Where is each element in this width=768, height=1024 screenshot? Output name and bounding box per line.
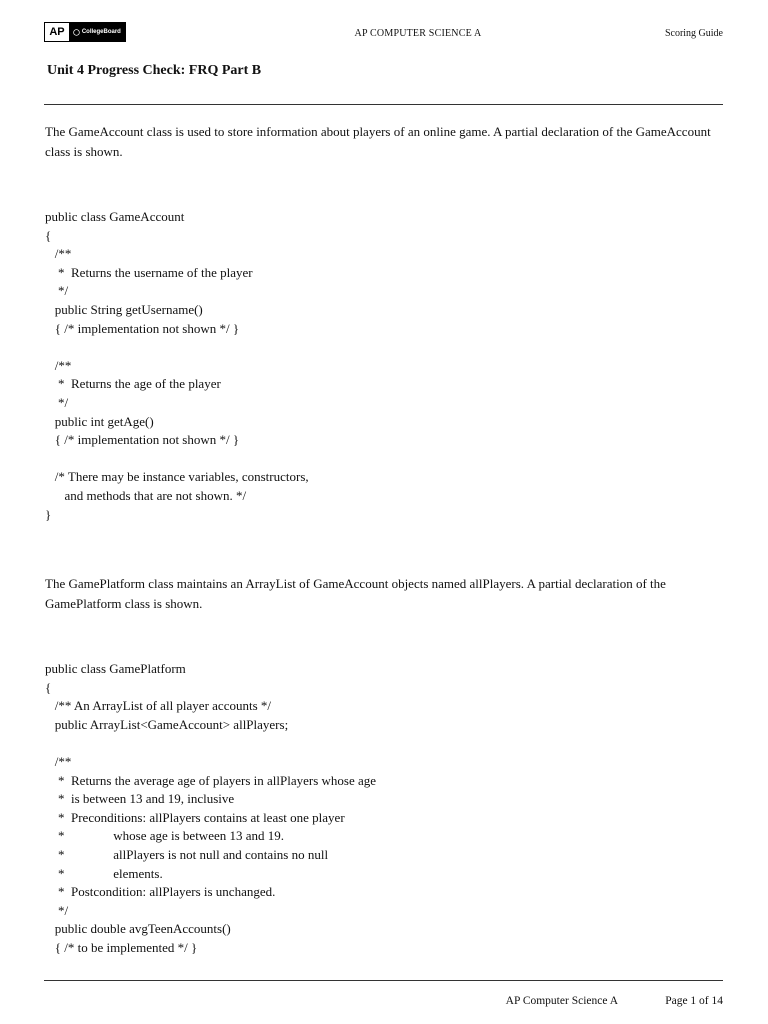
header-divider [44, 104, 723, 105]
ap-logo-text: AP [45, 23, 69, 41]
code-block-game-account: public class GameAccount { /** * Returns the username of the player */ public String getUsername() { /* implementation not shown */ } /** * Returns the age of the player */ public int getAge() { /* implementation not shown */ } /* There may be instance variables, constructors, and methods that are not shown. */ } [45, 209, 309, 522]
collegeboard-logo-text: CollegeBoard [81, 29, 121, 35]
header-course-title: AP COMPUTER SCIENCE A [354, 28, 482, 39]
footer-course-name: AP Computer Science A [505, 995, 618, 1007]
page-title: Unit 4 Progress Check: FRQ Part B [47, 63, 262, 78]
header-scoring-guide: Scoring Guide [664, 28, 723, 39]
intro-paragraph-game-platform: The GamePlatform class maintains an ArrayList of GameAccount objects named allPlayers. A partial declaration of the GamePlatform class is shown. [45, 576, 666, 611]
footer-page-number: Page 1 of 14 [665, 995, 723, 1007]
code-block-game-platform: public class GamePlatform { /** An ArrayList of all player accounts */ public ArrayList<GameAccount> allPlayers; /** * Returns the average age of players in allPlayers whose age * is between 13 and 19, inclusive * Preconditions: allPlayers contains at least one player * whose age is between 13 and 19. * allPlayers is not null and contains no null * elements. * Postcondition: allPlayers is unchanged. */ public double avgTeenAccounts() { /* to be implemented */ } [45, 661, 377, 955]
intro-paragraph-game-account: The GameAccount class is used to store information about players of an online game. A partial declaration of the GameAccount class is shown. [45, 124, 711, 159]
acorn-icon: ◯ [73, 29, 80, 36]
footer-divider [44, 980, 723, 981]
